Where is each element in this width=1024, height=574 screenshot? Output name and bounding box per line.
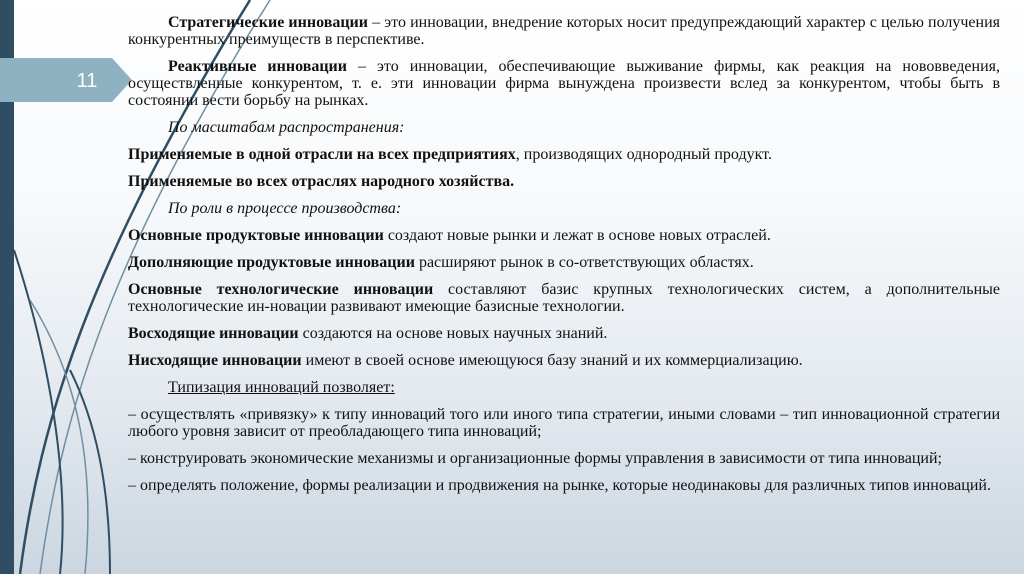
paragraph-bullet-3: – определять положение, формы реализации и продвижения на рынке, которые неодинаковы для различных типов инноваций. — [128, 477, 991, 494]
paragraph-bullet-1: – осуществлять «привязку» к типу инноваций того или иного типа стратегии, иными словами – тип инновационной стратегии любого уровня зависит от преобладающего типа инноваций; — [128, 406, 1000, 440]
paragraph-basic-product: Основные продуктовые инновации создают новые рынки и лежат в основе новых отраслей. — [128, 227, 771, 244]
paragraph-bullet-2: – конструировать экономические механизмы и организационные формы управления в зависимости от типа инноваций; — [128, 450, 942, 467]
paragraph-strategic: Стратегические инновации – это инновации, внедрение которых носит предупреждающий характер с целью получения конкурентных преимуществ в перспективе. — [128, 14, 1001, 48]
paragraph-reactive: Реактивные инновации – это инновации, обеспечивающие выживание фирмы, как реакция на нововведения, осуществленные конкурентом, т. е. эти инновации фирма вынуждена произвести вслед за конкурентом, чтобы быть в состоянии вести борьбу на рынках. — [128, 58, 1001, 109]
heading-typization: Типизация инноваций позволяет: — [168, 379, 395, 396]
paragraph-ascending: Восходящие инновации создаются на основе новых научных знаний. — [128, 325, 608, 342]
heading-by-role: По роли в процессе производства: — [168, 200, 402, 217]
slide-number: 11 — [76, 70, 98, 92]
paragraph-descending: Нисходящие инновации имеют в своей основе имеющуюся базу знаний и их коммерциализацию. — [128, 352, 803, 369]
paragraph-one-industry: Применяемые в одной отрасли на всех предприятиях, производящих однородный продукт. — [128, 146, 772, 163]
slide-content — [128, 14, 1000, 504]
paragraph-complementary-product: Дополняющие продуктовые инновации расширяют рынок в со-ответствующих областях. — [128, 254, 754, 271]
paragraph-basic-tech: Основные технологические инновации составляют базис крупных технологических систем, а дополнительные технологические ин-новации развивают имеющие базисные технологии. — [128, 281, 1000, 315]
paragraph-all-industries: Применяемые во всех отраслях народного хозяйства. — [128, 173, 515, 190]
heading-by-scale: По масштабам распространения: — [168, 119, 405, 136]
